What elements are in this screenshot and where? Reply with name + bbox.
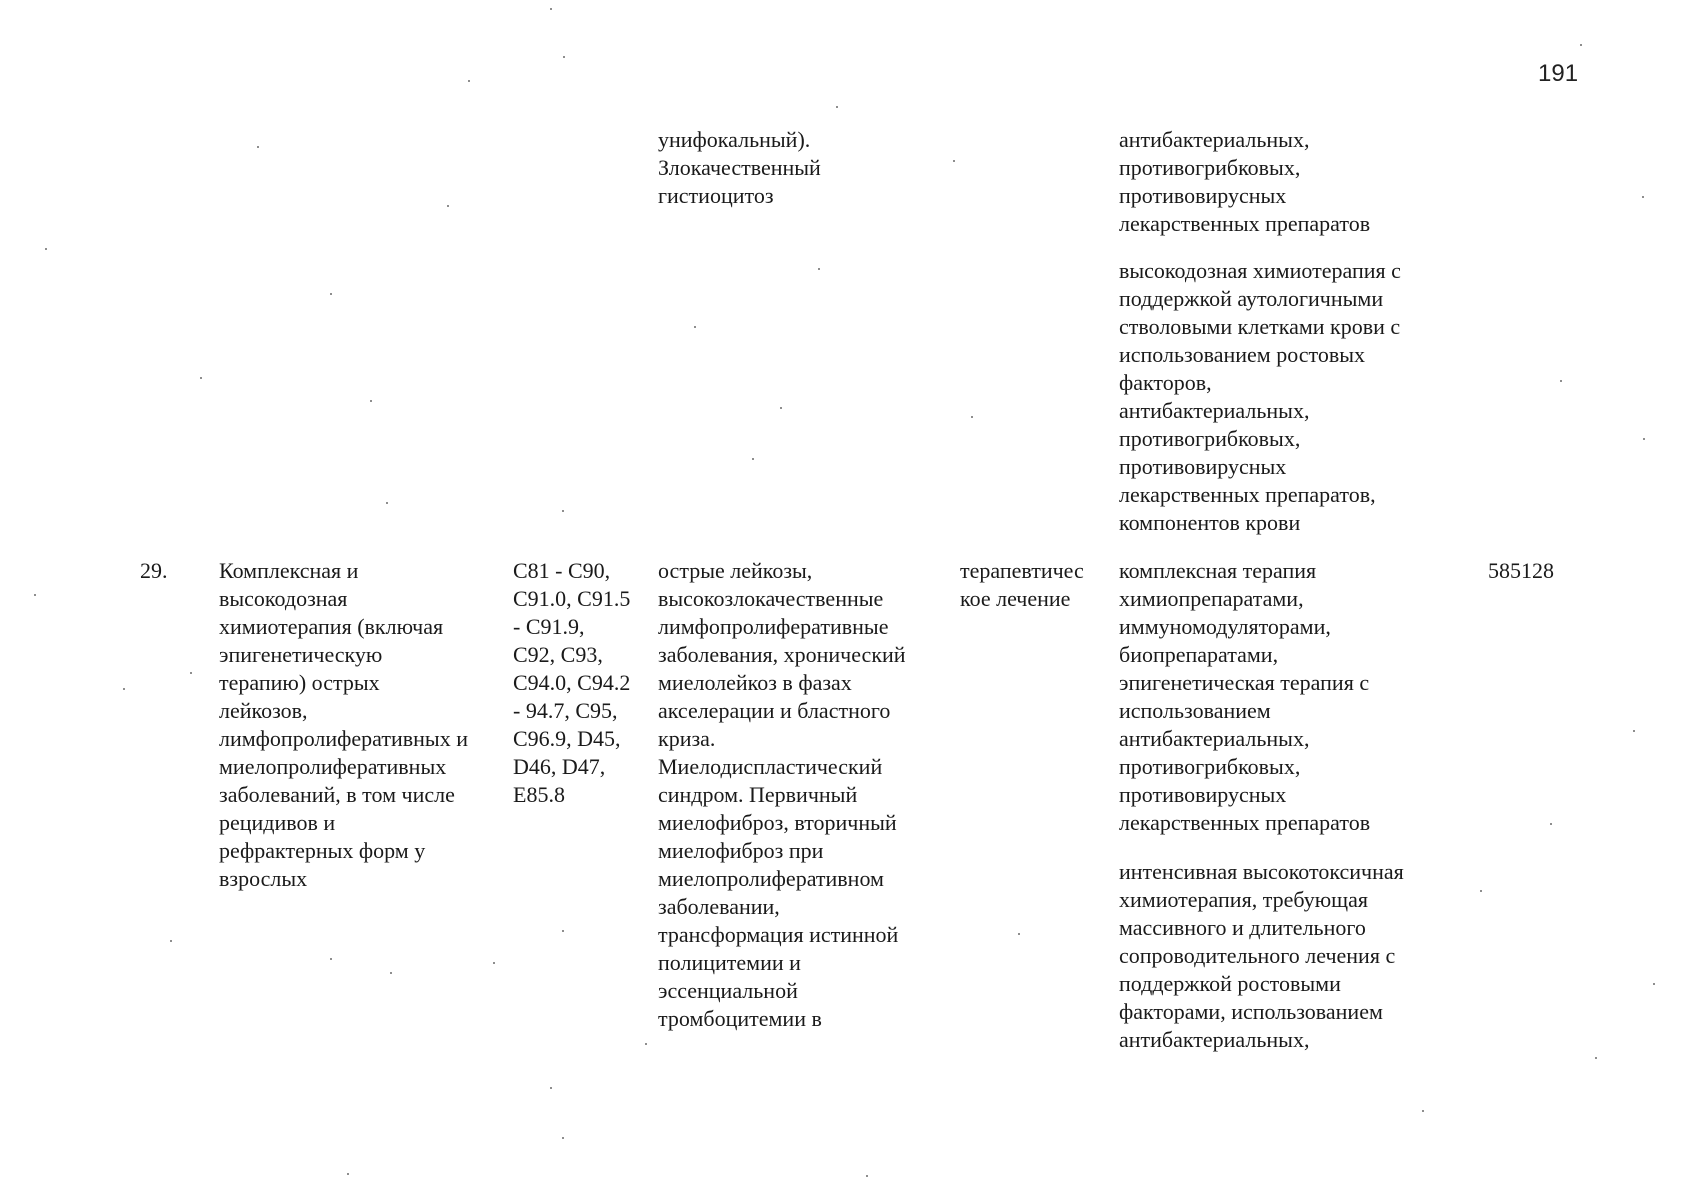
- text-line: химиотерапия (включая: [219, 614, 444, 639]
- text-line: высокодозная химиотерапия с: [1119, 258, 1401, 283]
- text-line: рецидивов и: [219, 810, 336, 835]
- text-line: лекарственных препаратов: [1119, 810, 1371, 835]
- scan-speck: [330, 293, 332, 295]
- text-line: высокодозная: [219, 586, 348, 611]
- text-line: миелофиброз, вторичный: [658, 810, 897, 835]
- text-line: кое лечение: [960, 586, 1071, 611]
- text-line: миелофиброз при: [658, 838, 824, 863]
- text-line: лейкозов,: [219, 698, 308, 723]
- text-line: Миелодиспластический: [658, 754, 883, 779]
- disease-model: [658, 557, 906, 1033]
- text-line: противогрибковых,: [1119, 426, 1301, 451]
- text-line: эпигенетическую: [219, 642, 383, 667]
- text-line: C81 - C90,: [513, 558, 611, 583]
- text-line: биопрепаратами,: [1119, 642, 1279, 667]
- text-line: заболевания, хронический: [658, 642, 906, 667]
- scan-speck: [1580, 44, 1582, 46]
- scan-speck: [447, 205, 449, 207]
- text-line: рефрактерных форм у: [219, 838, 426, 863]
- row-number: 29.: [140, 558, 168, 583]
- scan-speck: [1550, 823, 1552, 825]
- text-line: использованием ростовых: [1119, 342, 1365, 367]
- text-line: заболеваний, в том числе: [219, 782, 455, 807]
- scan-speck: [370, 400, 372, 402]
- text-line: высокозлокачественные: [658, 586, 884, 611]
- scan-speck: [550, 1087, 552, 1089]
- text-line: противогрибковых,: [1119, 155, 1301, 180]
- text-line: миелопролиферативных: [219, 754, 447, 779]
- text-line: Злокачественный: [658, 155, 821, 180]
- text-line: акселерации и бластного: [658, 698, 891, 723]
- text-line: E85.8: [513, 782, 565, 807]
- text-line: использованием: [1119, 698, 1271, 723]
- text-line: компонентов крови: [1119, 510, 1301, 535]
- text-line: криза.: [658, 726, 716, 751]
- scan-speck: [1018, 933, 1020, 935]
- text-line: химиотерапия, требующая: [1119, 887, 1368, 912]
- text-line: терапию) острых: [219, 670, 380, 695]
- text-line: миелопролиферативном: [658, 866, 884, 891]
- text-line: поддержкой аутологичными: [1119, 286, 1384, 311]
- text-line: антибактериальных,: [1119, 127, 1310, 152]
- text-line: Комплексная и: [219, 558, 359, 583]
- scan-speck: [1595, 1057, 1597, 1059]
- text-line: факторами, использованием: [1119, 999, 1383, 1024]
- scan-speck: [1422, 1110, 1424, 1112]
- scan-speck: [1480, 890, 1482, 892]
- text-line: терапевтичес: [960, 558, 1084, 583]
- scan-speck: [780, 407, 782, 409]
- scan-speck: [562, 1137, 564, 1139]
- text-line: антибактериальных,: [1119, 1027, 1310, 1052]
- continued-treatment-method-2: [1119, 257, 1401, 537]
- scan-speck: [190, 672, 192, 674]
- text-line: D46, D47,: [513, 754, 606, 779]
- scan-speck: [1653, 983, 1655, 985]
- scan-speck: [645, 1043, 647, 1045]
- scan-speck: [1642, 196, 1644, 198]
- scan-speck: [562, 930, 564, 932]
- text-line: факторов,: [1119, 370, 1212, 395]
- text-line: интенсивная высокотоксичная: [1119, 859, 1404, 884]
- text-line: - C91.9,: [513, 614, 585, 639]
- text-line: C96.9, D45,: [513, 726, 621, 751]
- scan-speck: [1633, 730, 1635, 732]
- scan-speck: [390, 972, 392, 974]
- scan-speck: [752, 458, 754, 460]
- treatment-method-1: [1119, 557, 1370, 837]
- standard-cost: 585128: [1488, 558, 1554, 583]
- scan-speck: [694, 326, 696, 328]
- text-line: заболевании,: [658, 894, 780, 919]
- text-line: антибактериальных,: [1119, 726, 1310, 751]
- scan-speck: [386, 502, 388, 504]
- text-line: лекарственных препаратов: [1119, 211, 1371, 236]
- text-line: противовирусных: [1119, 183, 1287, 208]
- scan-speck: [562, 510, 564, 512]
- text-line: сопроводительного лечения с: [1119, 943, 1396, 968]
- page-number: 191: [1538, 60, 1579, 87]
- scan-speck: [200, 377, 202, 379]
- text-line: антибактериальных,: [1119, 398, 1310, 423]
- text-line: иммуномодуляторами,: [1119, 614, 1331, 639]
- text-line: противовирусных: [1119, 782, 1287, 807]
- care-type-name: [219, 557, 468, 893]
- text-line: - 94.7, C95,: [513, 698, 618, 723]
- text-line: полицитемии и: [658, 950, 801, 975]
- text-line: стволовыми клетками крови с: [1119, 314, 1401, 339]
- text-line: комплексная терапия: [1119, 558, 1317, 583]
- text-line: лекарственных препаратов,: [1119, 482, 1376, 507]
- text-line: острые лейкозы,: [658, 558, 813, 583]
- text-line: взрослых: [219, 866, 308, 891]
- text-line: унифокальный).: [658, 127, 811, 152]
- scan-speck: [836, 106, 838, 108]
- scan-speck: [1560, 380, 1562, 382]
- scan-speck: [330, 958, 332, 960]
- text-line: C94.0, C94.2: [513, 670, 631, 695]
- scan-speck: [45, 248, 47, 250]
- continued-disease-model: [658, 126, 821, 210]
- treatment-type: [960, 557, 1084, 613]
- text-line: противовирусных: [1119, 454, 1287, 479]
- scan-speck: [818, 268, 820, 270]
- text-line: поддержкой ростовыми: [1119, 971, 1341, 996]
- scan-speck: [1643, 438, 1645, 440]
- text-line: химиопрепаратами,: [1119, 586, 1304, 611]
- continued-treatment-method-1: [1119, 126, 1370, 238]
- scan-speck: [170, 940, 172, 942]
- scan-speck: [493, 962, 495, 964]
- text-line: эссенциальной: [658, 978, 798, 1003]
- scan-speck: [953, 160, 955, 162]
- text-line: синдром. Первичный: [658, 782, 858, 807]
- scan-speck: [468, 80, 470, 82]
- scan-speck: [347, 1173, 349, 1175]
- text-line: миелолейкоз в фазах: [658, 670, 852, 695]
- text-line: тромбоцитемии в: [658, 1006, 822, 1031]
- scan-speck: [866, 1175, 868, 1177]
- text-line: трансформация истинной: [658, 922, 899, 947]
- text-line: гистиоцитоз: [658, 183, 774, 208]
- scan-speck: [257, 146, 259, 148]
- text-line: эпигенетическая терапия с: [1119, 670, 1370, 695]
- text-line: противогрибковых,: [1119, 754, 1301, 779]
- scan-speck: [123, 688, 125, 690]
- icd-codes: [513, 557, 630, 809]
- scan-speck: [550, 8, 552, 10]
- scan-speck: [34, 594, 36, 596]
- scan-speck: [971, 416, 973, 418]
- text-line: C91.0, C91.5: [513, 586, 631, 611]
- treatment-method-2: [1119, 858, 1404, 1054]
- text-line: массивного и длительного: [1119, 915, 1366, 940]
- text-line: лимфопролиферативных и: [219, 726, 468, 751]
- scan-speck: [563, 56, 565, 58]
- text-line: C92, C93,: [513, 642, 603, 667]
- text-line: лимфопролиферативные: [658, 614, 889, 639]
